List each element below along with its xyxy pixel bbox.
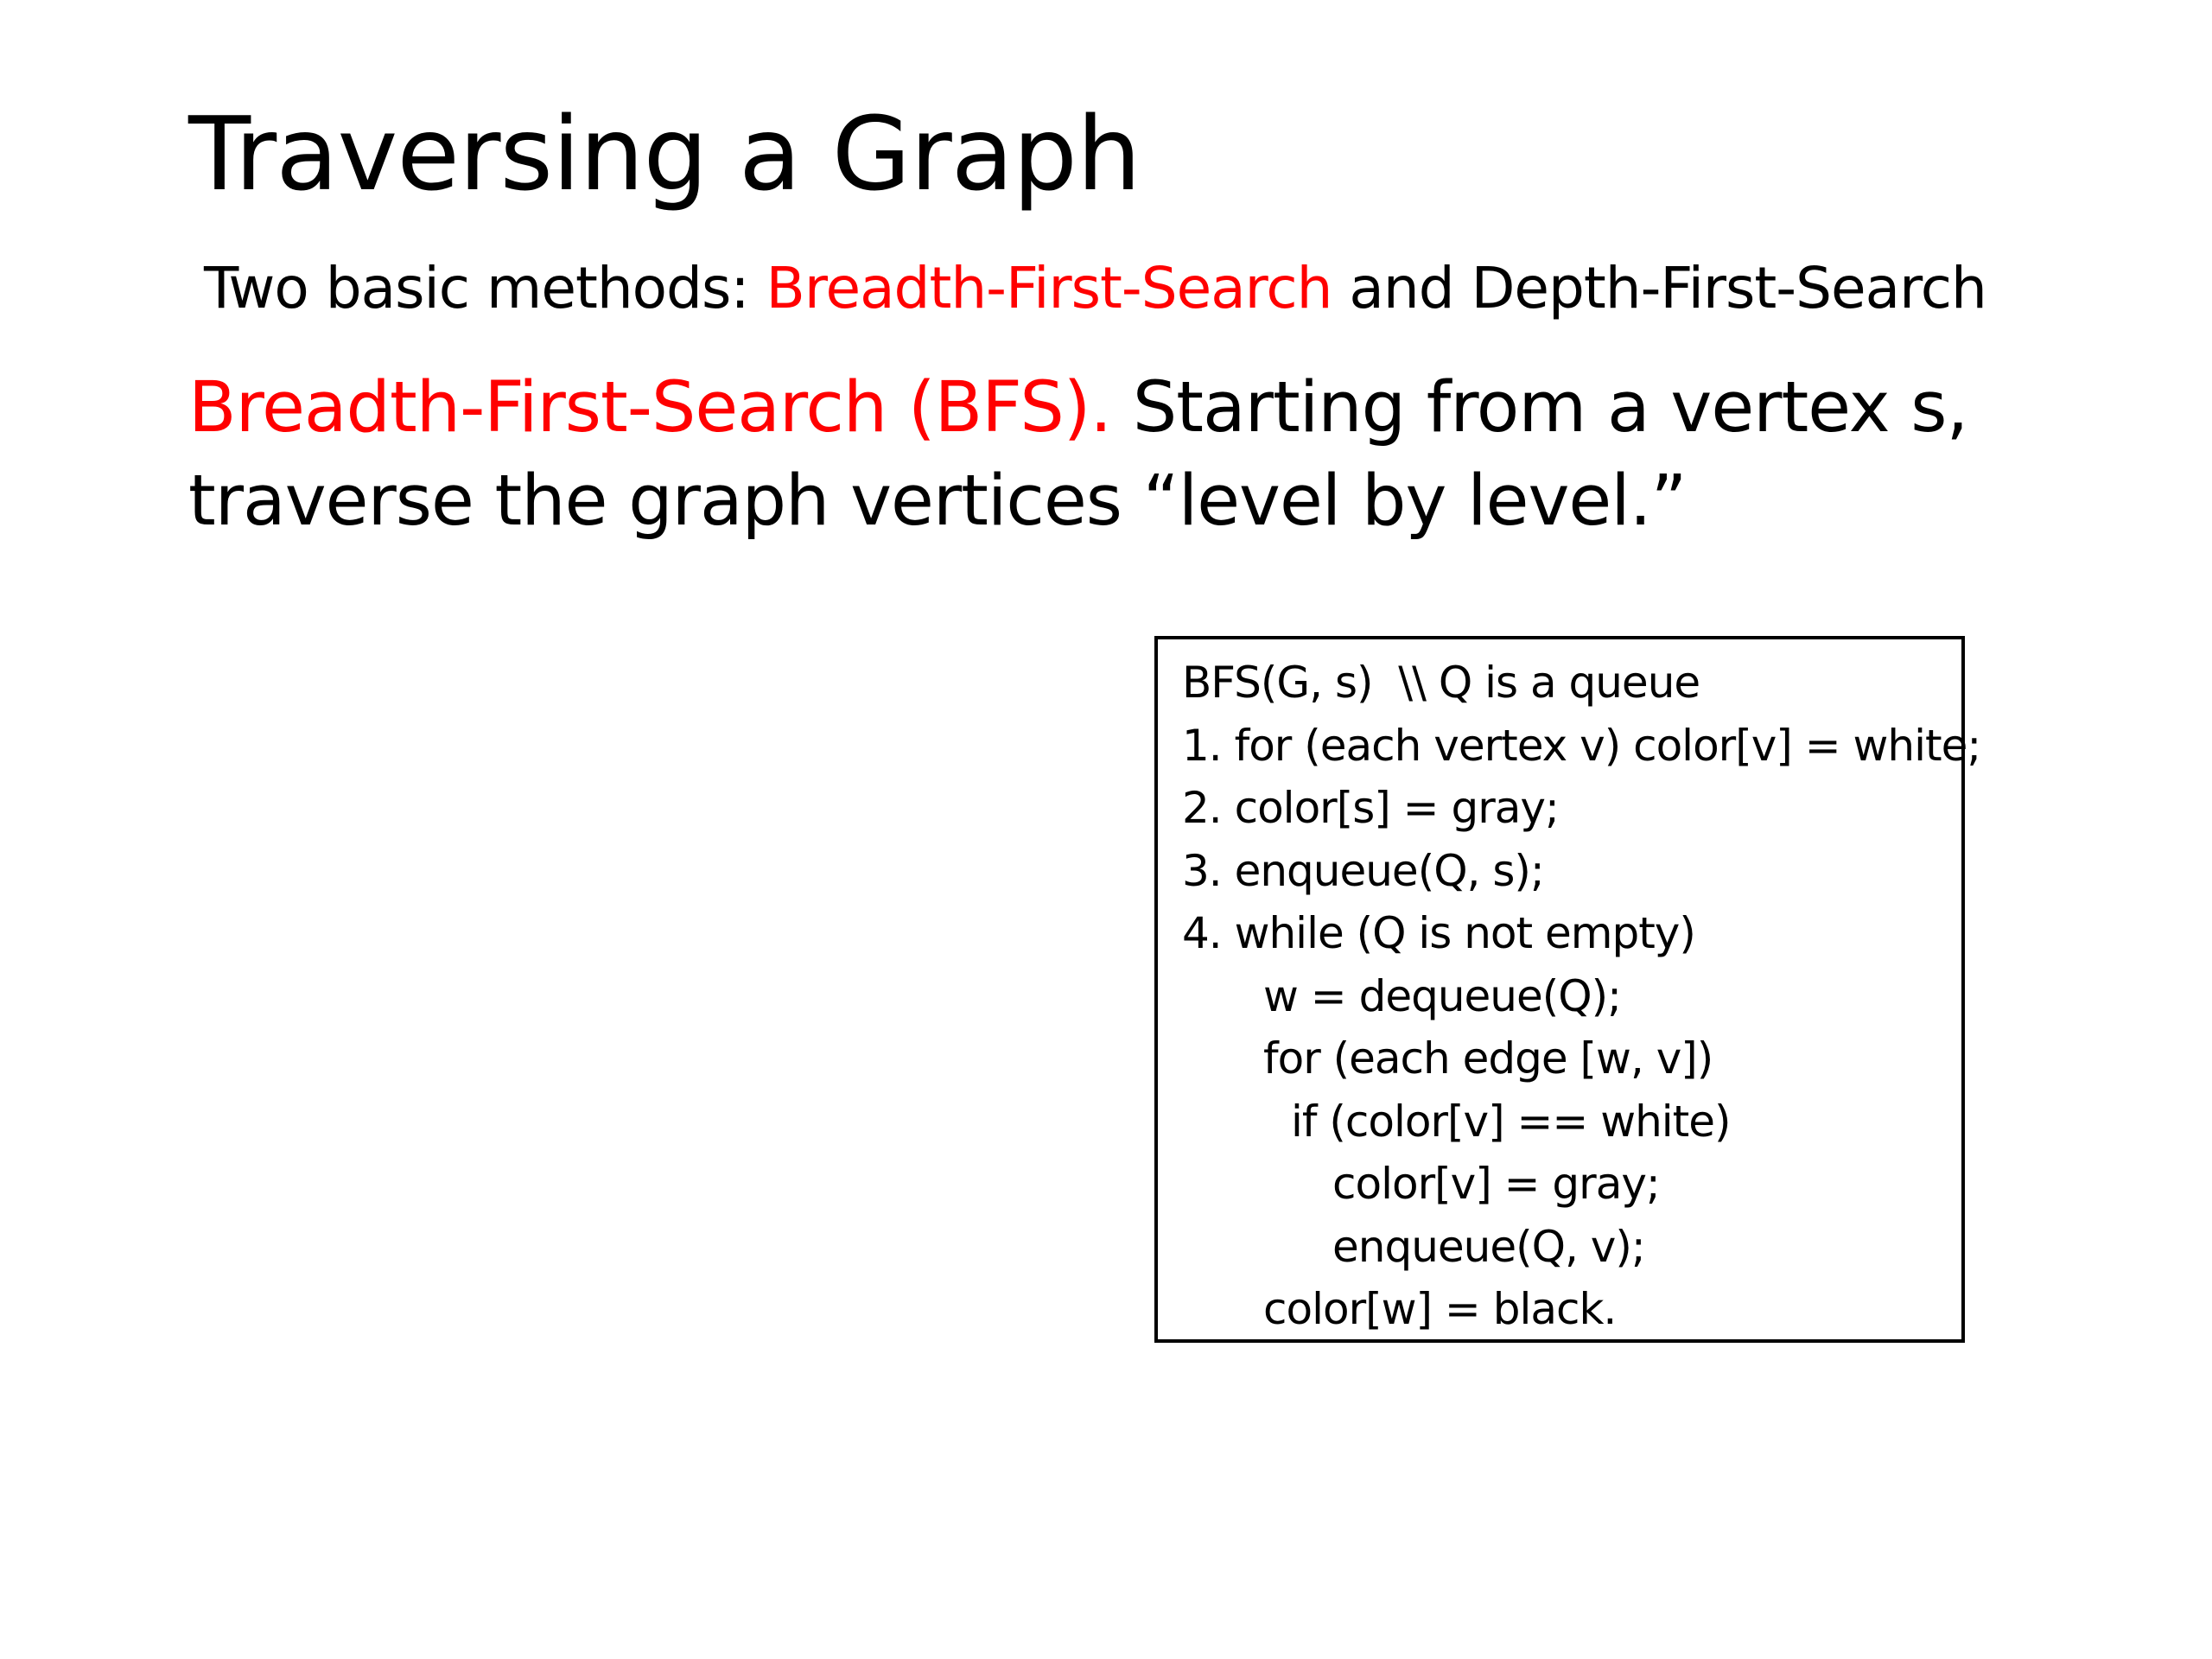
pseudocode-line: color[v] = gray;	[1332, 1159, 1660, 1209]
pseudocode-line: if (color[v] == white)	[1291, 1096, 1731, 1147]
pseudocode-box	[1154, 636, 1981, 1343]
bfs-description-text: Starting from a vertex s, traverse the graph vertices “level by level.”	[188, 367, 1968, 542]
pseudocode-line: 1. for (each vertex v) color[v] = white;	[1182, 720, 1981, 771]
pseudocode-line: for (each edge [w, v])	[1263, 1033, 1713, 1084]
pseudocode-line: w = dequeue(Q);	[1263, 970, 1621, 1021]
pseudocode-line: BFS(G, s) \\ Q is a queue	[1182, 658, 1700, 708]
slide-title: Traversing a Graph	[188, 94, 1141, 213]
pseudocode-line: enqueue(Q, v);	[1332, 1221, 1645, 1272]
pseudocode-line: 3. enqueue(Q, s);	[1182, 845, 1544, 896]
pseudocode-line: 4. while (Q is not empty)	[1182, 908, 1695, 958]
bfs-description-highlight: Breadth-First-Search (BFS).	[188, 367, 1112, 448]
intro-line	[204, 254, 1986, 323]
pseudocode-line: 2. color[s] = gray;	[1182, 783, 1559, 833]
bfs-description	[188, 361, 2089, 548]
intro-suffix: and Depth-First-Search	[1332, 255, 1986, 321]
intro-highlight-bfs: Breadth-First-Search	[766, 255, 1332, 321]
pseudocode-line: color[w] = black.	[1263, 1284, 1617, 1334]
intro-prefix: Two basic methods:	[204, 255, 766, 321]
